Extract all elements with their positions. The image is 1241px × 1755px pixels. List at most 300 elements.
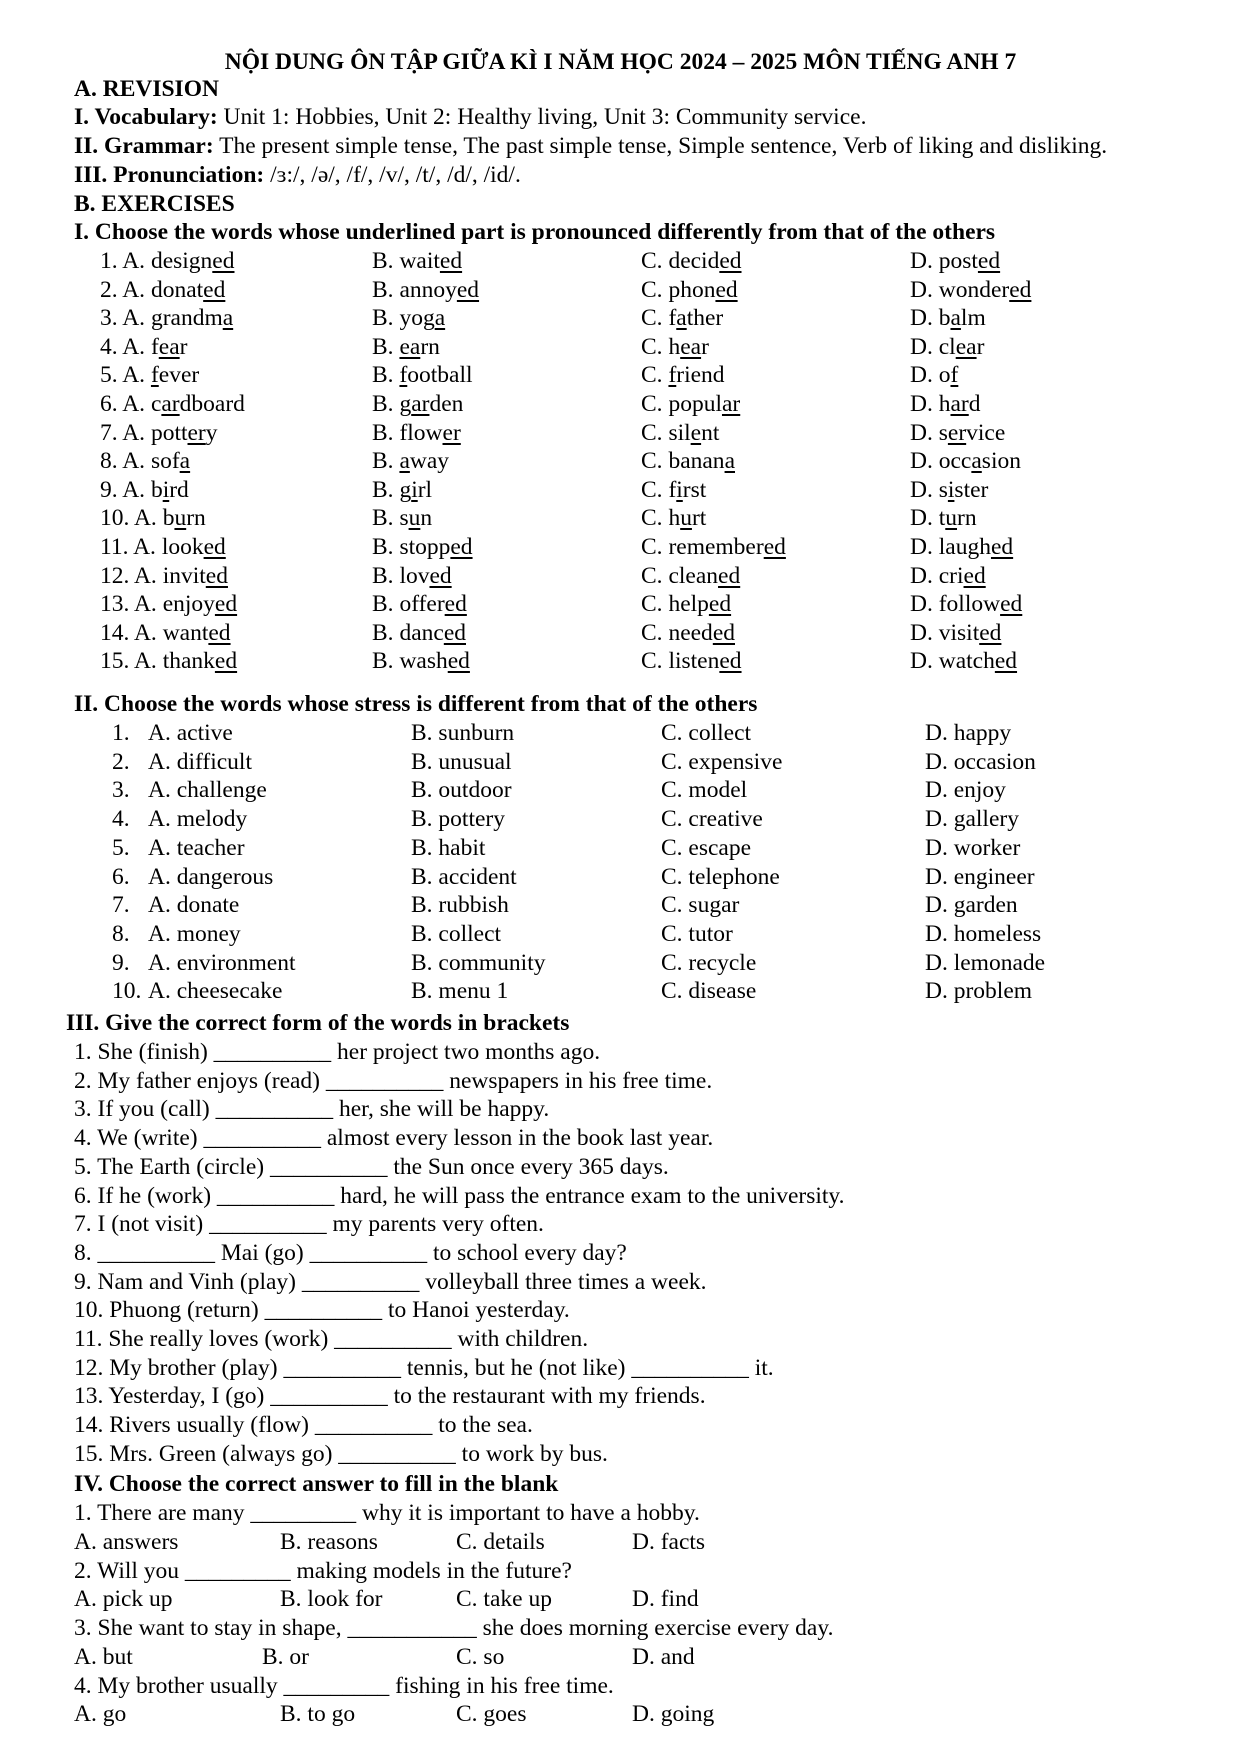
ex2-row: [0, 920, 1241, 949]
ex2-option: A. donate: [148, 892, 240, 919]
ex3-line: 1. She (finish) __________ her project two months ago.: [74, 1039, 601, 1065]
ex1-option: [910, 447, 1021, 476]
ex2-row: [0, 776, 1241, 805]
option-prefix: D.: [910, 362, 939, 389]
word-part: b: [938, 305, 951, 332]
underlined-part: ea: [158, 333, 180, 360]
word-part: popul: [668, 391, 722, 417]
ex4-option: D. and: [632, 1643, 695, 1670]
ex1-option: [372, 590, 467, 619]
underlined-part: a: [434, 305, 446, 332]
ex1-row: [0, 562, 1241, 591]
word-part: o: [938, 362, 951, 389]
underlined-part: ar: [721, 391, 741, 417]
ex3-line: 7. I (not visit) __________ my parents very often.: [74, 1211, 544, 1238]
ex4-option: A. pick up: [74, 1586, 173, 1613]
word-part: riend: [676, 362, 725, 389]
ex1-row: [0, 247, 1241, 276]
option-prefix: D.: [910, 505, 939, 532]
word-part: vice: [966, 419, 1006, 446]
ex4-option: C. so: [456, 1643, 505, 1670]
word-part: rst: [682, 476, 707, 503]
ex4-option: A. answers: [74, 1528, 179, 1555]
option-prefix: B.: [372, 534, 400, 560]
ex2-number: 4.: [112, 806, 130, 833]
ex2-option: C. escape: [661, 834, 752, 861]
option-prefix: 12. A.: [100, 562, 163, 589]
ex4-option: C. goes: [456, 1701, 527, 1728]
underlined-part: a: [222, 305, 234, 332]
ex2-option: C. expensive: [661, 748, 783, 775]
revision-grammar: [0, 132, 1241, 161]
word-part: annoy: [399, 276, 457, 303]
ex1-row: [0, 533, 1241, 562]
word-part: s: [399, 505, 409, 532]
ex1-row: [0, 361, 1241, 390]
ex1-option: [100, 419, 218, 448]
ex2-number: 6.: [112, 863, 130, 890]
ex2-option: C. creative: [661, 806, 763, 833]
ex2-row: [0, 863, 1241, 892]
word-part: sil: [668, 419, 691, 446]
ex1-option: [641, 476, 706, 505]
revision-pronunciation: [0, 161, 1241, 190]
ex1-row: [0, 419, 1241, 448]
option-prefix: B.: [372, 333, 400, 360]
ex3-line: 13. Yesterday, I (go) __________ to the restaurant with my friends.: [74, 1383, 706, 1410]
option-prefix: D.: [910, 619, 939, 646]
ex1-option: [372, 304, 445, 333]
ex2-number: 10.: [112, 978, 142, 1005]
ex1-option: [372, 476, 432, 505]
option-prefix: 7. A.: [100, 419, 151, 446]
word-part: r: [701, 333, 709, 360]
ex4-option: A. but: [74, 1643, 133, 1670]
option-prefix: D.: [910, 476, 939, 503]
ex2-option: C. telephone: [661, 863, 780, 890]
ex3-line: 10. Phuong (return) __________ to Hanoi yesterday.: [74, 1297, 570, 1324]
option-prefix: B.: [372, 391, 400, 417]
option-prefix: C.: [641, 248, 669, 274]
option-prefix: D.: [910, 391, 939, 417]
word-part: watch: [938, 648, 995, 675]
underlined-part: ed: [979, 619, 1002, 646]
word-part: s: [938, 476, 948, 503]
option-prefix: C.: [641, 391, 669, 417]
exercises-heading: B. EXERCISES: [74, 191, 235, 217]
ex1-option: [910, 562, 986, 591]
underlined-part: f: [399, 362, 408, 389]
underlined-part: ed: [1000, 591, 1023, 618]
underlined-part: i: [676, 476, 683, 503]
underlined-part: f: [150, 362, 159, 389]
ex1-option: [641, 590, 731, 619]
ex4-options: [0, 1643, 1241, 1672]
underlined-part: i: [947, 476, 955, 503]
word-part: flow: [399, 419, 443, 446]
ex2-option: C. recycle: [661, 949, 757, 976]
option-prefix: B.: [372, 505, 400, 532]
option-prefix: 4. A.: [100, 333, 151, 360]
word-part: way: [409, 448, 450, 475]
ex4-option: D. find: [632, 1586, 699, 1613]
revision-label: II. Grammar:: [74, 133, 214, 159]
word-part: grandm: [150, 305, 223, 332]
ex2-row: [0, 891, 1241, 920]
ex4-options: [0, 1528, 1241, 1557]
underlined-part: ed: [963, 562, 986, 589]
option-prefix: D.: [910, 562, 939, 589]
ex2-option: C. disease: [661, 978, 757, 1005]
ex1-option: [910, 533, 1013, 562]
word-part: g: [399, 476, 412, 503]
ex4-option: B. to go: [280, 1701, 356, 1728]
underlined-part: ed: [715, 276, 738, 303]
option-prefix: 2. A.: [100, 276, 151, 303]
ex1-row: [0, 647, 1241, 676]
underlined-part: ed: [429, 562, 452, 589]
ex1-option: [910, 504, 977, 533]
word-part: donat: [150, 276, 204, 303]
ex2-option: D. happy: [925, 720, 1012, 746]
word-part: pott: [150, 419, 188, 446]
ex2-option: A. money: [148, 920, 241, 947]
option-prefix: C.: [641, 276, 669, 303]
word-part: f: [668, 305, 677, 332]
option-prefix: C.: [641, 448, 669, 475]
option-prefix: D.: [910, 248, 939, 274]
ex3-line: 9. Nam and Vinh (play) __________ volleyball three times a week.: [74, 1268, 707, 1295]
option-prefix: B.: [372, 619, 400, 646]
underlined-part: ed: [719, 248, 742, 274]
ex1-option: [372, 504, 432, 533]
revision-heading: A. REVISION: [74, 76, 219, 102]
ex1-option: [372, 447, 449, 476]
option-prefix: 9. A.: [100, 476, 151, 503]
ex1-option: [372, 361, 473, 390]
option-prefix: 1. A.: [100, 248, 151, 274]
ex4-option: B. or: [262, 1643, 309, 1670]
word-part: sion: [981, 448, 1021, 475]
ex1-option: [100, 590, 237, 619]
underlined-part: a: [676, 305, 687, 332]
option-prefix: B.: [372, 562, 400, 589]
ex2-option: A. challenge: [148, 777, 267, 804]
option-prefix: C.: [641, 619, 669, 646]
underlined-part: er: [187, 419, 206, 446]
word-part: sof: [150, 448, 180, 475]
word-part: rl: [417, 476, 433, 503]
word-part: nt: [701, 419, 720, 446]
word-part: den: [429, 391, 464, 417]
ex2-option: D. engineer: [925, 863, 1035, 890]
ex1-option: [372, 533, 473, 562]
word-part: danc: [399, 619, 444, 646]
ex2-row: [0, 949, 1241, 978]
ex4-options: [0, 1585, 1241, 1614]
option-prefix: C.: [641, 591, 669, 618]
word-part: d: [968, 391, 981, 417]
underlined-part: ed: [450, 534, 473, 560]
word-part: design: [150, 248, 213, 274]
ex4-option: B. look for: [280, 1586, 383, 1613]
ex3-line: 2. My father enjoys (read) __________ newspapers in his free time.: [74, 1067, 713, 1094]
word-part: thank: [162, 648, 215, 675]
ex2-number: 9.: [112, 949, 130, 976]
underlined-part: ed: [203, 276, 226, 303]
underlined-part: ed: [214, 648, 238, 675]
underlined-part: ea: [680, 333, 702, 360]
underlined-part: ed: [208, 619, 231, 646]
ex4-option: D. facts: [632, 1528, 706, 1555]
ex2-option: C. tutor: [661, 920, 733, 947]
option-prefix: B.: [372, 476, 400, 503]
ex2-row: [0, 834, 1241, 863]
underlined-part: ed: [205, 562, 228, 589]
ex1-option: [100, 361, 199, 390]
ex2-option: B. collect: [411, 920, 502, 947]
option-prefix: C.: [641, 305, 669, 332]
option-prefix: B.: [372, 648, 400, 675]
word-part: listen: [668, 648, 720, 675]
ex1-option: [100, 533, 226, 562]
ex4-option: D. going: [632, 1701, 715, 1728]
ex2-option: A. dangerous: [148, 863, 274, 890]
word-part: offer: [399, 591, 445, 618]
word-part: g: [399, 391, 412, 417]
ex2-row: [0, 748, 1241, 777]
word-part: dboard: [179, 391, 245, 417]
option-prefix: 5. A.: [100, 362, 151, 389]
ex1-option: [372, 276, 479, 305]
option-prefix: B.: [372, 276, 400, 303]
underlined-part: ed: [708, 591, 732, 618]
ex2-option: B. pottery: [411, 806, 505, 833]
ex3-line: 3. If you (call) __________ her, she will be happy.: [74, 1096, 550, 1123]
word-part: invit: [162, 562, 206, 589]
ex2-number: 7.: [112, 892, 130, 919]
word-part: ever: [158, 362, 200, 389]
underlined-part: e: [690, 419, 702, 446]
underlined-part: ed: [444, 591, 467, 618]
ex1-option: [641, 276, 738, 305]
ex1-option: [641, 447, 735, 476]
ex1-option: [372, 333, 440, 362]
underlined-part: a: [971, 448, 982, 475]
word-part: b: [162, 505, 175, 532]
word-part: b: [150, 476, 163, 503]
ex2-option: A. melody: [148, 806, 248, 833]
ex1-row: [0, 504, 1241, 533]
word-part: t: [938, 505, 946, 532]
underlined-part: ar: [950, 391, 969, 417]
underlined-part: ed: [447, 648, 470, 675]
word-part: ster: [954, 476, 989, 503]
word-part: banan: [668, 448, 725, 475]
revision-text: /ɜ:/, /ə/, /f/, /v/, /t/, /d/, /id/.: [264, 162, 521, 188]
word-part: remember: [668, 534, 764, 560]
word-part: help: [668, 591, 709, 618]
word-part: rd: [169, 476, 189, 503]
ex1-option: [100, 390, 245, 419]
option-prefix: D.: [910, 534, 939, 560]
word-part: h: [668, 333, 681, 360]
ex1-option: [910, 361, 958, 390]
ex1-option: [641, 533, 786, 562]
underlined-part: ar: [411, 391, 430, 417]
ex1-row: [0, 333, 1241, 362]
ex3-line: 8. __________ Mai (go) __________ to school every day?: [74, 1239, 627, 1266]
revision-text: Unit 1: Hobbies, Unit 2: Healthy living, Unit 3: Community service.: [217, 104, 867, 130]
underlined-part: u: [680, 505, 692, 532]
option-prefix: B.: [372, 419, 400, 446]
underlined-part: u: [945, 505, 958, 532]
option-prefix: 10. A.: [100, 505, 163, 532]
word-part: rn: [420, 333, 440, 360]
word-part: rn: [186, 505, 206, 532]
option-prefix: 6. A.: [100, 391, 151, 417]
ex2-option: C. collect: [661, 720, 752, 746]
option-prefix: D.: [910, 333, 939, 360]
ex1-option: [641, 619, 735, 648]
ex2-option: B. habit: [411, 834, 486, 861]
ex1-option: [100, 647, 237, 676]
ex1-option: [372, 619, 466, 648]
ex3-line: 5. The Earth (circle) __________ the Sun once every 365 days.: [74, 1153, 669, 1180]
ex1-option: [910, 647, 1017, 676]
ex2-option: D. enjoy: [925, 777, 1006, 804]
ex2-option: D. lemonade: [925, 949, 1046, 976]
word-part: want: [162, 619, 209, 646]
option-prefix: C.: [641, 505, 669, 532]
ex2-option: B. rubbish: [411, 892, 509, 919]
option-prefix: B.: [372, 591, 400, 618]
ex1-row: [0, 276, 1241, 305]
ex1-option: [910, 276, 1031, 305]
ex1-option: [100, 447, 190, 476]
ex4-options: [0, 1700, 1241, 1729]
revision-vocabulary: [0, 103, 1241, 132]
ex1-row: [0, 304, 1241, 333]
ex2-option: D. occasion: [925, 748, 1036, 775]
ex1-option: [100, 562, 228, 591]
word-part: h: [938, 391, 951, 417]
underlined-part: ed: [712, 619, 735, 646]
ex1-option: [641, 247, 742, 276]
ex3-line: 11. She really loves (work) __________ with children.: [74, 1326, 589, 1352]
ex1-option: [372, 390, 463, 419]
option-prefix: D.: [910, 591, 939, 618]
ex1-option: [100, 504, 206, 533]
underlined-part: a: [950, 305, 961, 332]
ex2-option: B. outdoor: [411, 777, 512, 804]
underlined-part: er: [947, 419, 967, 446]
ex1-option: [100, 333, 187, 362]
underlined-part: ar: [161, 391, 180, 417]
ex1-option: [641, 390, 740, 419]
option-prefix: C.: [641, 419, 669, 446]
ex1-option: [641, 361, 725, 390]
ex1-option: [910, 619, 1001, 648]
ex1-option: [100, 304, 233, 333]
option-prefix: C.: [641, 476, 669, 503]
option-prefix: D.: [910, 419, 939, 446]
ex2-option: D. garden: [925, 892, 1018, 919]
option-prefix: D.: [910, 648, 939, 675]
word-part: lm: [960, 305, 986, 332]
word-part: laugh: [938, 534, 991, 560]
underlined-part: ed: [763, 534, 786, 560]
ex2-row: [0, 977, 1241, 1006]
ex2-option: B. community: [411, 949, 546, 976]
word-part: look: [161, 534, 204, 560]
ex2-number: 3.: [112, 777, 130, 804]
document-title: NỘI DUNG ÔN TẬP GIỮA KÌ I NĂM HỌC 2024 – 2025 MÔN TIẾNG ANH 7: [224, 49, 1017, 75]
word-part: ootball: [407, 362, 473, 389]
word-part: y: [205, 419, 218, 446]
ex1-option: [100, 276, 225, 305]
underlined-part: ed: [1009, 276, 1032, 303]
underlined-part: ed: [990, 534, 1014, 560]
ex1-option: [910, 304, 986, 333]
revision-label: I. Vocabulary:: [74, 104, 218, 130]
word-part: clean: [668, 562, 719, 589]
ex2-row: [0, 805, 1241, 834]
ex2-option: A. difficult: [148, 748, 252, 775]
ex4-question: 4. My brother usually _________ fishing in his free time.: [74, 1672, 614, 1699]
ex3-line: 15. Mrs. Green (always go) __________ to work by bus.: [74, 1440, 608, 1467]
ex1-option: [100, 476, 189, 505]
option-prefix: B.: [372, 362, 400, 389]
word-part: cri: [938, 562, 964, 589]
underlined-part: ed: [443, 619, 466, 646]
ex4-question: 2. Will you _________ making models in the future?: [74, 1557, 572, 1584]
option-prefix: D.: [910, 448, 939, 475]
ex1-option: [641, 304, 723, 333]
word-part: wash: [399, 648, 448, 675]
ex1-option: [641, 562, 740, 591]
underlined-part: ea: [955, 333, 977, 360]
ex2-row: [0, 719, 1241, 748]
underlined-part: a: [399, 448, 410, 475]
ex2-option: A. teacher: [148, 834, 245, 861]
ex2-option: C. model: [661, 777, 748, 804]
option-prefix: 11. A.: [100, 534, 162, 560]
ex4-heading: IV. Choose the correct answer to fill in the blank: [74, 1471, 559, 1497]
word-part: r: [179, 333, 188, 360]
option-prefix: B.: [372, 448, 400, 475]
word-part: enjoy: [162, 591, 215, 618]
ex2-number: 5.: [112, 834, 130, 861]
word-part: rt: [691, 505, 707, 532]
ex1-option: [641, 333, 709, 362]
word-part: follow: [938, 591, 1001, 618]
ex2-option: B. unusual: [411, 748, 512, 775]
ex2-option: D. worker: [925, 834, 1021, 861]
ex3-line: 4. We (write) __________ almost every lesson in the book last year.: [74, 1125, 714, 1152]
ex1-option: [910, 247, 1000, 276]
option-prefix: C.: [641, 333, 669, 360]
word-part: phon: [668, 276, 716, 303]
ex1-option: [910, 390, 981, 419]
ex1-option: [910, 419, 1005, 448]
option-prefix: D.: [910, 276, 939, 303]
ex1-option: [641, 504, 706, 533]
ex4-question: 3. She want to stay in shape, ___________ she does morning exercise every day.: [74, 1615, 834, 1641]
word-part: ther: [686, 305, 724, 332]
ex2-option: D. problem: [925, 978, 1033, 1005]
word-part: cl: [938, 333, 956, 360]
